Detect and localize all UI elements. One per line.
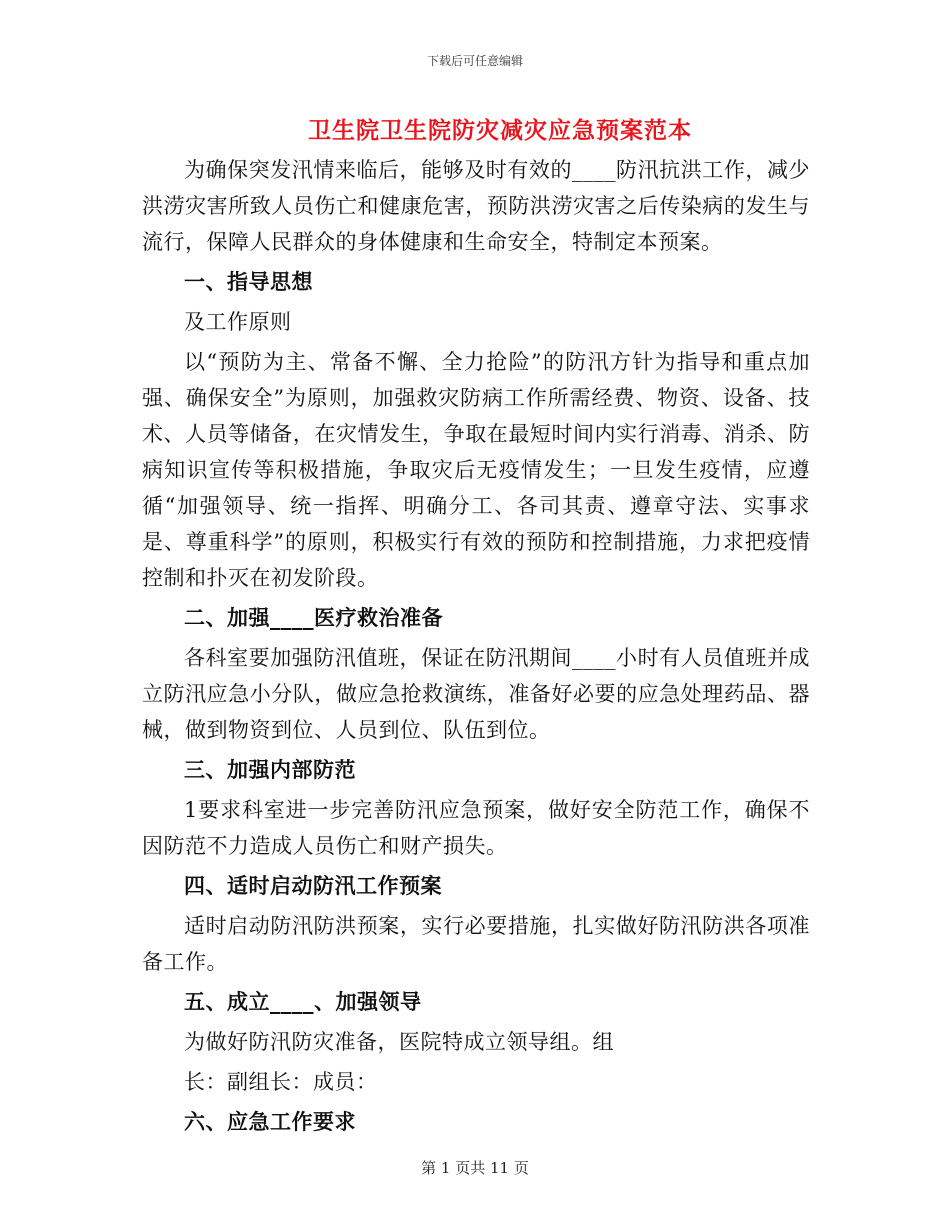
section-5-paragraph-2: 长：副组长：成员： xyxy=(184,1070,378,1094)
section-heading-1: 一、指导思想 xyxy=(184,269,313,294)
page-number: 第 1 页共 11 页 xyxy=(421,1159,529,1177)
section-heading-5: 五、成立____、加强领导 xyxy=(184,989,422,1014)
document-body xyxy=(142,152,810,1144)
page-header-note: 下载后可任意编辑 xyxy=(426,54,523,68)
section-4-paragraph-1: 适时启动防汛防洪预案，实行必要措施，扎实做好防汛防洪各项准备工作。 xyxy=(142,914,810,974)
section-heading-4: 四、适时启动防汛工作预案 xyxy=(184,873,442,898)
section-heading-6: 六、应急工作要求 xyxy=(184,1109,356,1134)
section-3-paragraph-1: 1要求科室进一步完善防汛应急预案，做好安全防范工作，确保不因防范不力造成人员伤亡和财产损失。 xyxy=(142,798,810,858)
section-1-paragraph-2: 以“预防为主、常备不懈、全力抢险”的防汛方针为指导和重点加强、确保安全”为原则，加强救灾防病工作所需经费、物资、设备、技术、人员等储备，在灾情发生，争取在最短时间内实行消毒、消杀、防病知识宣传等积极措施，争取灾后无疫情发生；一旦发生疫情，应遵循“加强领导、统一指挥、明确分工、各司其责、遵章守法、实事求是、尊重科学”的原则，积极实行有效的预防和控制措施，力求把疫情控制和扑灭在初发阶段。 xyxy=(142,350,810,590)
document-title: 卫生院卫生院防灾减灾应急预案范本 xyxy=(308,117,692,144)
section-heading-2: 二、加强____医疗救治准备 xyxy=(184,605,443,630)
section-5-paragraph-1: 为做好防汛防灾准备，医院特成立领导组。组 xyxy=(184,1030,614,1054)
section-heading-3: 三、加强内部防范 xyxy=(184,757,356,782)
section-2-paragraph-1: 各科室要加强防汛值班，保证在防汛期间____小时有人员值班并成立防汛应急小分队，做应急抢救演练，准备好必要的应急处理药品、器械，做到物资到位、人员到位、队伍到位。 xyxy=(142,646,810,742)
section-1-paragraph-1: 及工作原则 xyxy=(184,310,292,334)
intro-paragraph: 为确保突发汛情来临后，能够及时有效的____防汛抗洪工作，减少洪涝灾害所致人员伤亡和健康危害，预防洪涝灾害之后传染病的发生与流行，保障人民群众的身体健康和生命安全，特制定本预案。 xyxy=(142,158,810,254)
